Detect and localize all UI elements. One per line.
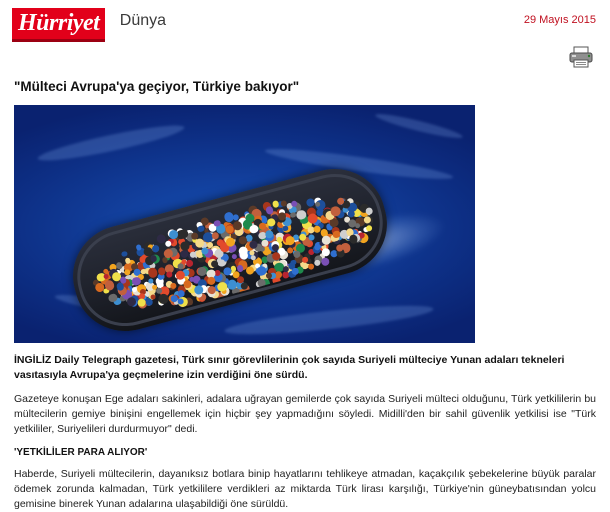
article-headline: "Mülteci Avrupa'ya geçiyor, Türkiye bakıyor" xyxy=(14,79,300,94)
site-header xyxy=(0,0,610,46)
article-subhead: 'YETKİLİLER PARA ALIYOR' xyxy=(14,447,148,458)
article-paragraph-1: Gazeteye konuşan Ege adaları sakinleri, adalara uğrayan gemilerde çok sayıda Suriyeli mülteci olduğunu, Türk yetkililerin bu mültecilerin gemiye binişini engellemek için hiçbir şey yapmadığını söyledi. Midilli'den bir sahil güvenlik yetkilisi ise "Türk yetkililer, Suriyelileri durdurmuyor" dedi. xyxy=(14,393,596,435)
article-photo xyxy=(14,105,475,343)
printer-icon[interactable] xyxy=(568,46,594,68)
article-lede: İNGİLİZ Daily Telegraph gazetesi, Türk sınır görevlilerinin çok sayıda Suriyeli mülteciye Yunan adaları tekneleri vasıtasıyla Avrupa'ya geçmelerine izin verdiğini öne sürdü. xyxy=(14,354,565,381)
publish-date: 29 Mayıs 2015 xyxy=(523,14,596,26)
hurriyet-logo[interactable] xyxy=(12,8,105,42)
toolbar xyxy=(0,46,610,72)
article-paragraph-2: Haberde, Suriyeli mültecilerin, dayanıksız botlara binip hayatlarını tehlikeye atmadan, kaçakçılık şebekelerine büyük paralar ödemek zorunda kalmadan, Türk yetkililere verdikleri az miktarda Türk lirası karşılığı, Türkiye'nin güneybatısından yolcu gemisine binerek Yunan adalarına ulaşabildiği öne sürüldü. xyxy=(14,468,596,510)
section-label: Dünya xyxy=(119,12,167,29)
logo-text: Hürriyet xyxy=(12,8,105,42)
